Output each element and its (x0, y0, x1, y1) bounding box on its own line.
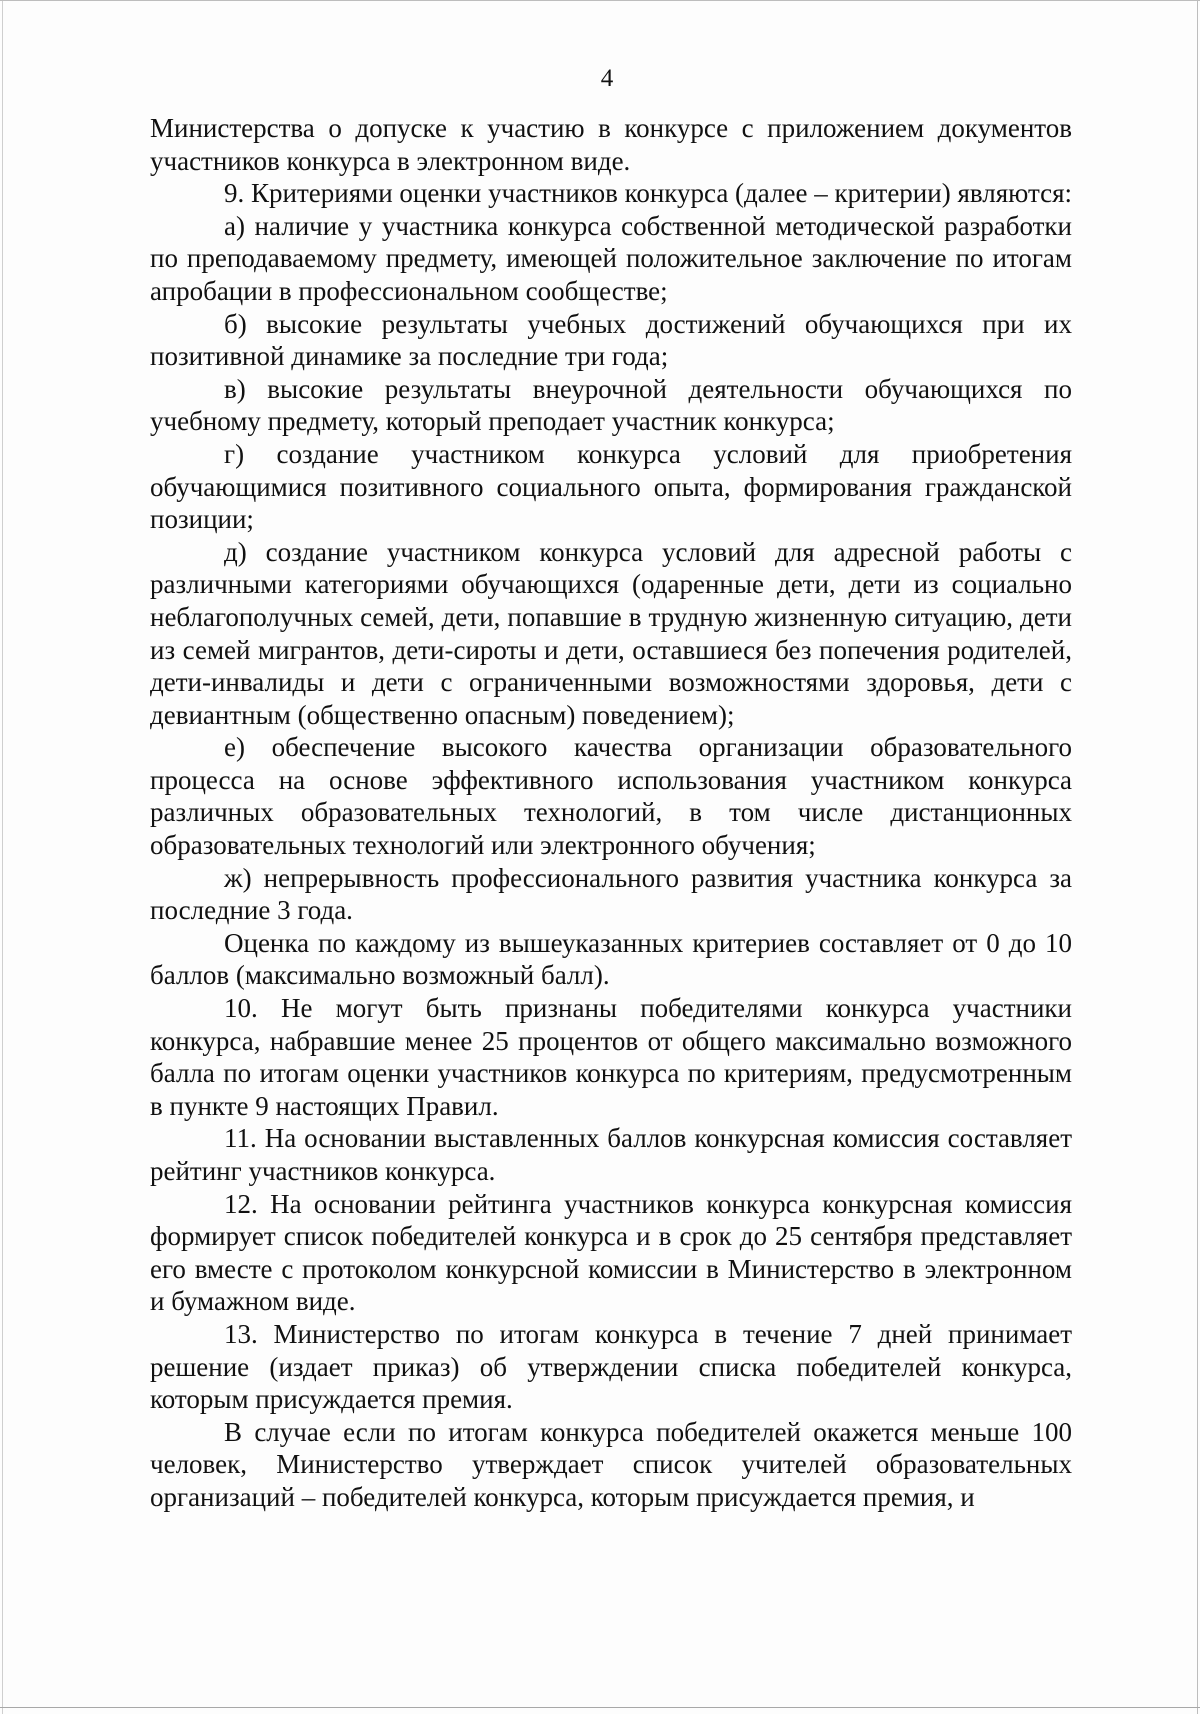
page-edge-bottom (0, 1707, 1200, 1708)
paragraph-item-10: 10. Не могут быть признаны победителями конкурса участники конкурса, набравшие менее 25 процентов от общего максимально возможного балла по итогам оценки участников конкурса по критериям, предусмотренным в пункте 9 настоящих Правил. (150, 993, 1072, 1121)
paragraph-continuation: Министерства о допуске к участию в конкурсе с приложением документов участников конкурса в электронном виде. (150, 113, 1072, 176)
paragraph-scoring: Оценка по каждому из вышеуказанных критериев составляет от 0 до 10 баллов (максимально возможный балл). (150, 927, 1072, 991)
page-edge-left (2, 1, 3, 1714)
page-number: 4 (600, 65, 614, 92)
paragraph-criterion-g: г) создание участником конкурса условий для приобретения обучающимися позитивного социального опыта, формирования гражданской позиции; (150, 438, 1072, 535)
paragraph-criterion-v: в) высокие результаты внеурочной деятельности обучающихся по учебному предмету, который преподает участник конкурса; (150, 373, 1072, 437)
paragraph-item-12: 12. На основании рейтинга участников конкурса конкурсная комиссия формирует список победителей конкурса и в срок до 25 сентября представляет его вместе с протоколом конкурсной комиссии в Министерство в электронном и бумажном виде. (150, 1188, 1072, 1317)
paragraph-criterion-b: б) высокие результаты учебных достижений обучающихся при их позитивной динамике за последние три года; (150, 308, 1072, 372)
paragraph-item-9: 9. Критериями оценки участников конкурса (далее – критерии) являются: (224, 178, 1072, 209)
paragraph-criterion-zh: ж) непрерывность профессионального развития участника конкурса за последние 3 года. (150, 862, 1072, 926)
paragraph-criterion-e: е) обеспечение высокого качества организации образовательного процесса на основе эффективного использования участником конкурса различных образовательных технологий, в том числе дистанционных образовательных технологий или электронного обучения; (150, 732, 1072, 861)
paragraph-criterion-a: а) наличие у участника конкурса собственной методической разработки по преподаваемому предмету, имеющей положительное заключение по итогам апробации в профессиональном сообществе; (150, 210, 1072, 306)
paragraph-item-11: 11. На основании выставленных баллов конкурсная комиссия составляет рейтинг участников конкурса. (150, 1123, 1072, 1186)
paragraph-fewer-winners: В случае если по итогам конкурса победителей окажется меньше 100 человек, Министерство утверждает список учителей образовательных организаций – победителей конкурса, которым присуждается премия, и (150, 1416, 1072, 1512)
page-edge-right (1197, 1, 1198, 1714)
document-body (150, 112, 1072, 1514)
paragraph-item-13: 13. Министерство по итогам конкурса в течение 7 дней принимает решение (издает приказ) об утверждении списка победителей конкурса, которым присуждается премия. (150, 1318, 1072, 1415)
paragraph-criterion-d: д) создание участником конкурса условий для адресной работы с различными категориями обучающихся (одаренные дети, дети из социально неблагополучных семей, дети, попавшие в трудную жизненную ситуацию, дети из семей мигрантов, дети-сироты и дети, оставшиеся без попечения родителей, дети-инвалиды и дети с ограниченными возможностями здоровья, дети с девиантным (общественно опасным) поведением); (150, 536, 1072, 730)
